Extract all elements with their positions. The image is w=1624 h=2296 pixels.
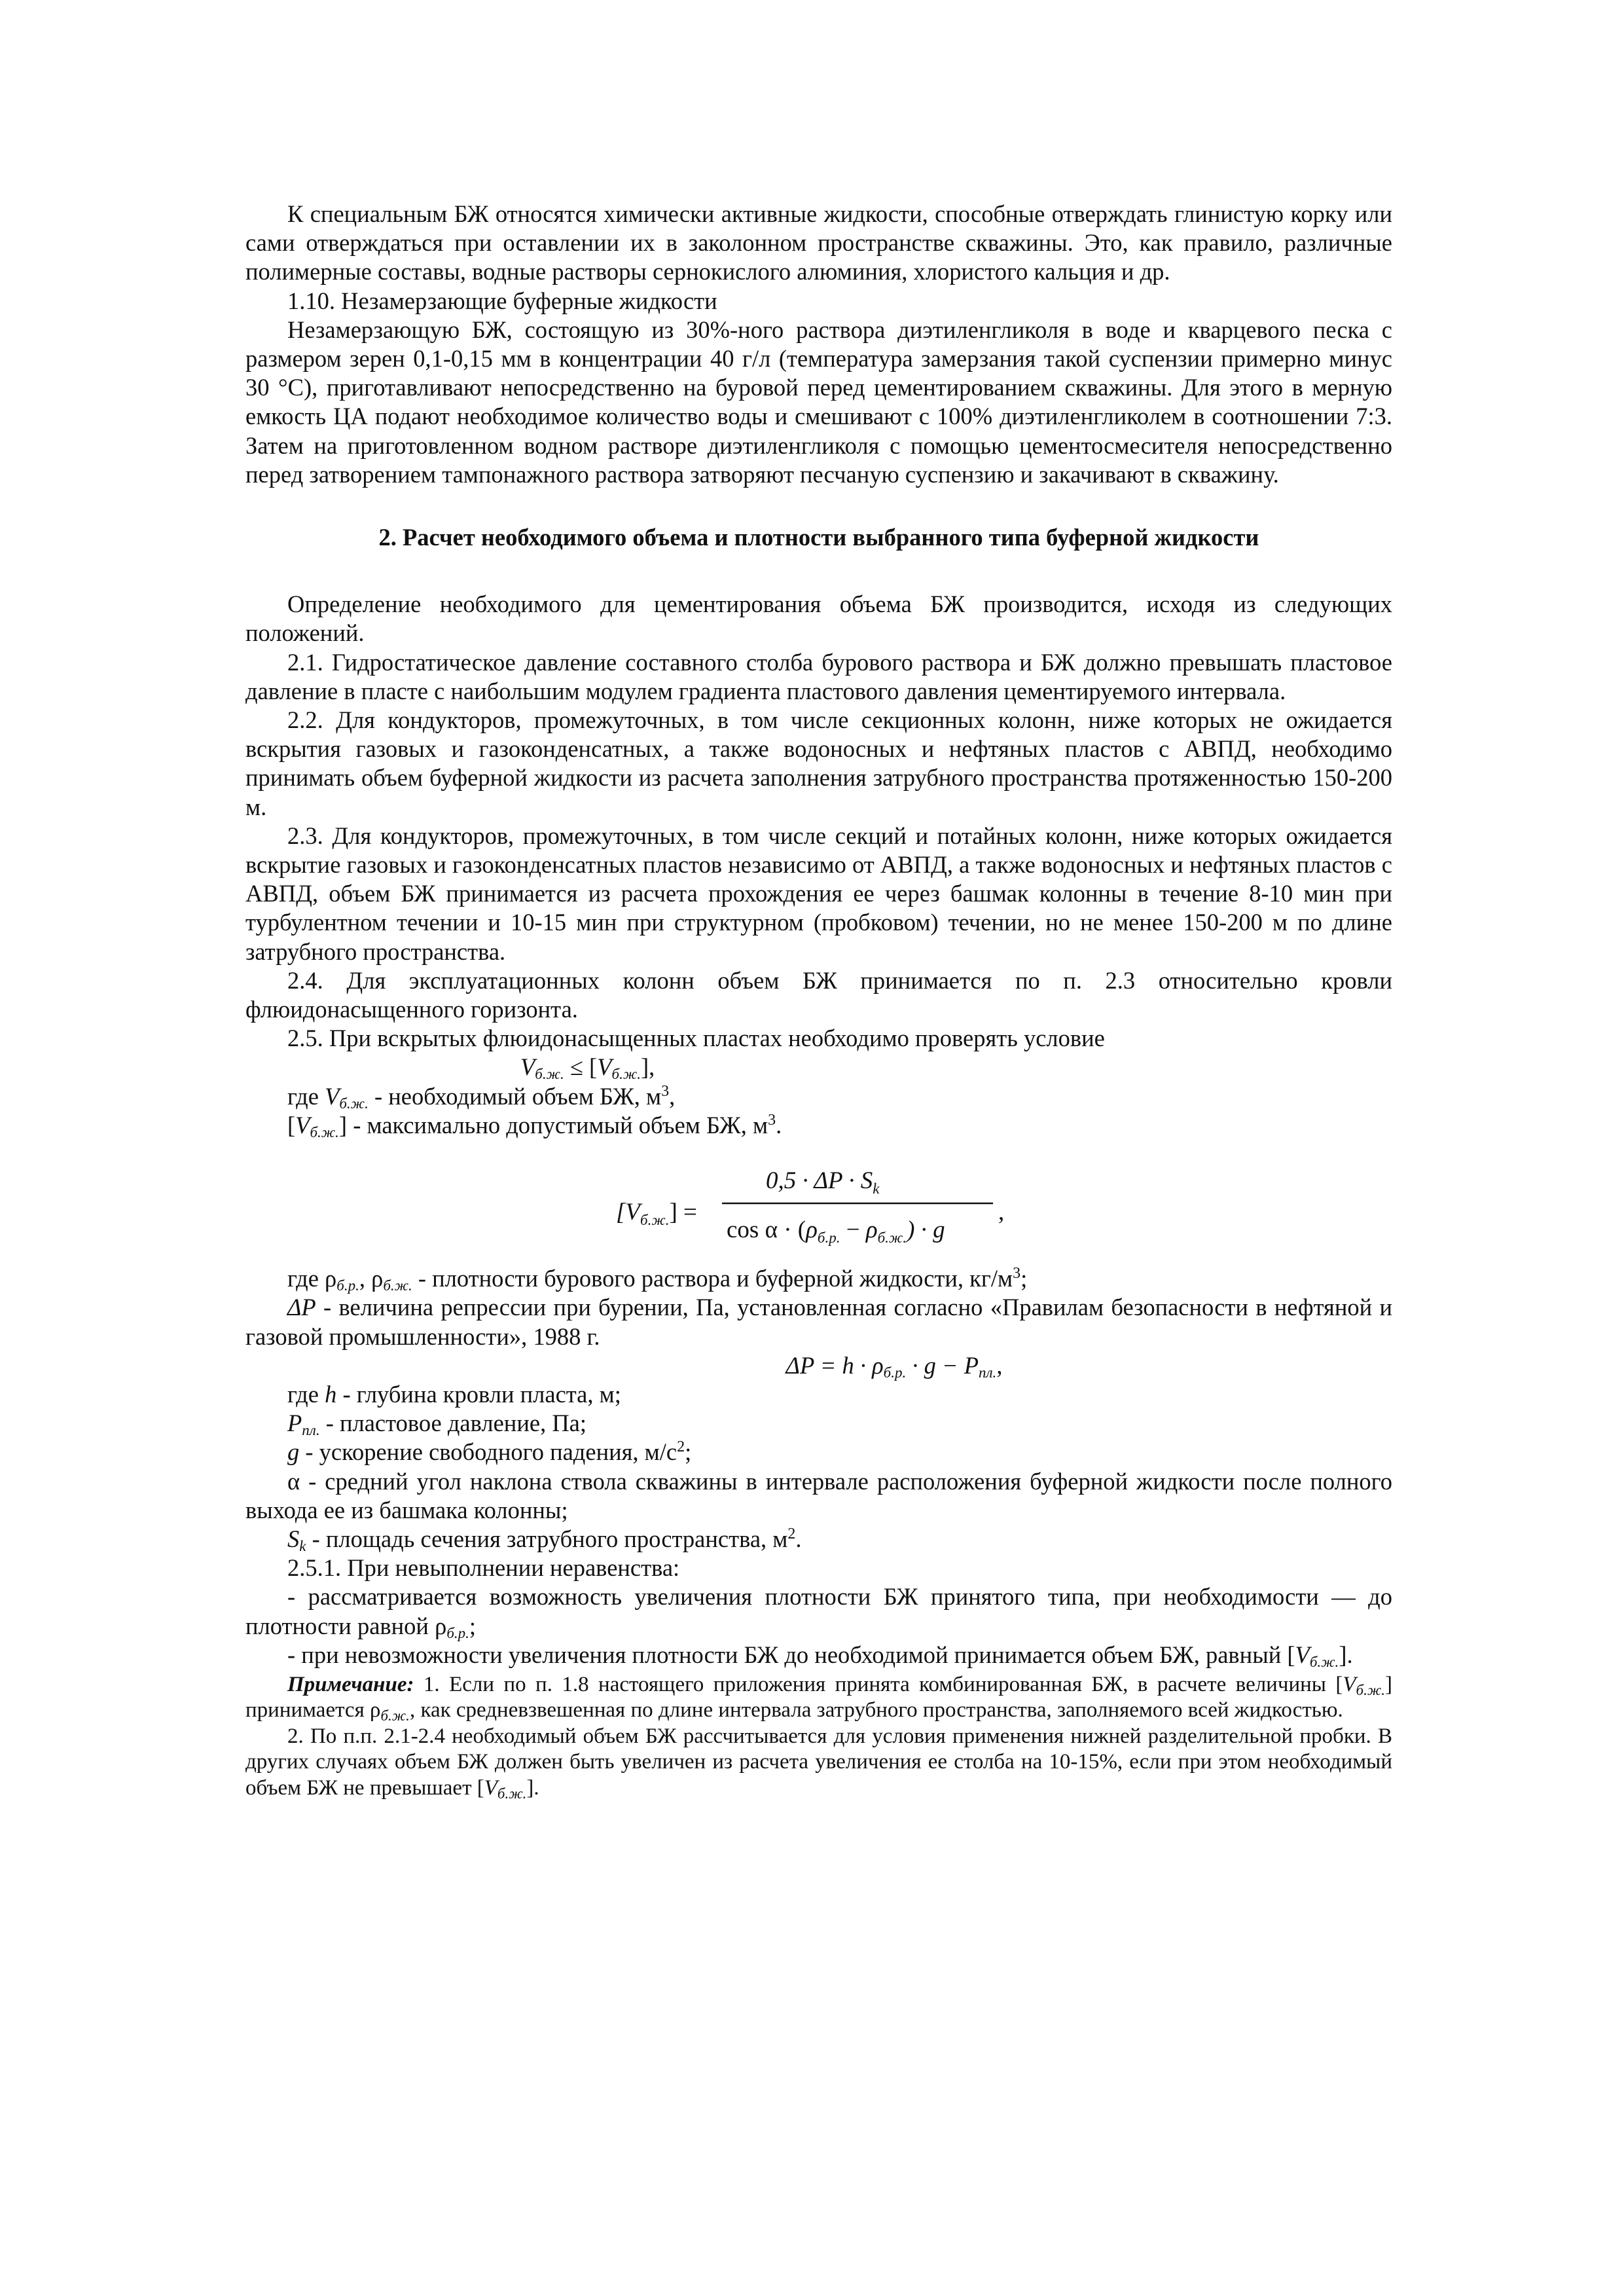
definition-repression: ΔP - величина репрессии при бурении, Па, установленная согласно «Правилам безопасности в нефтяной и газовой промышленности», 1988 г. — [245, 1294, 1392, 1350]
definition-gravity: g - ускорение свободного падения, $м/с^2$; — [287, 1438, 692, 1466]
note-2: 2. По п.п. 2.1-2.4 необходимый объем БЖ рассчитывается для условия применения нижней разделительной пробки. В других случаях объем БЖ должен быть увеличен из расчета увеличения ее столба на 10-15%, если при этом необходимый объем БЖ не превышает $[V_{б.ж.}]$. — [245, 1724, 1392, 1802]
definition-area: $S_k$ - площадь сечения затрубного пространства, $м^2$. — [287, 1525, 802, 1554]
formula2-denominator: $\cos \alpha \cdot (\rho_{б.р.} - \rho_{б.ж.}) \cdot g$ — [727, 1216, 945, 1247]
paragraph-2-5-1: 2.5.1. При невыполнении неравенства: — [287, 1554, 680, 1582]
paragraph-2-5: 2.5. При вскрытых флюидонасыщенных пластах необходимо проверять условие — [287, 1025, 1105, 1052]
section-heading-2: 2. Расчет необходимого объема и плотности выбранного типа буферной жидкости — [378, 524, 1259, 551]
paragraph-2-4: 2.4. Для эксплуатационных колонн объем БЖ принимается по п. 2.3 относительно кровли флюидонасыщенного горизонта. — [245, 966, 1392, 1023]
paragraph-2-1: 2.1. Гидростатическое давление составного столба бурового раствора и БЖ должно превышать пластовое давление в пласте с наибольшим модулем градиента пластового давления цементируемого интервала. — [245, 648, 1392, 704]
document-page — [245, 200, 1392, 1801]
paragraph-2-3: 2.3. Для кондукторов, промежуточных, в том числе секций и потайных колонн, ниже которых ожидается вскрытие газовых и газоконденсатных пластов независимо от АВПД, а также водоносных и нефтяных пластов с АВПД, объем БЖ принимается из расчета прохождения ее через башмак колонны в течение 8-10 мин при турбулентном течении и 10-15 мин при структурном (пробковом) течении, но не менее 150-200 м по длине затрубного пространства. — [245, 822, 1392, 965]
formula2-lhs: $[V_{б.ж.}]$ = — [616, 1199, 697, 1229]
paragraph-special-fluids: К специальным БЖ относятся химически активные жидкости, способные отверждать глинистую корку или сами отверждаться при оставлении их в заколонном пространстве скважины. Это, как правило, различные полимерные составы, водные растворы сернокислого алюминия, хлористого кальция и др. — [245, 200, 1392, 285]
formula-volume-condition: $V_{б.ж.} \le [V_{б.ж.}]$, — [520, 1053, 655, 1083]
definition-densities: где $\rho_{б.р.}$, $\rho_{б.ж.}$ - плотности бурового раствора и буферной жидкости, $кг/м^3$; — [287, 1265, 1028, 1294]
paragraph-2-2: 2.2. Для кондукторов, промежуточных, в том числе секционных колонн, ниже которых не ожидается вскрытия газовых и газоконденсатных, а также водоносных и нефтяных пластов с АВПД, необходимо принимать объем буферной жидкости из расчета заполнения затрубного пространства протяженностью 150-200 м. — [245, 706, 1392, 820]
formula-max-volume — [245, 1148, 1392, 1260]
formula-max-volume-svg — [245, 1148, 1392, 1260]
note-1: Примечание: 1. Если по п. 1.8 настоящего приложения принята комбинированная БЖ, в расчете величины $[V_{б.ж.}]$ принимается $\rho_{б.ж.}$, как средневзвешенная по длине интервала затрубного пространства, заполняемого всей жидкостью. — [245, 1672, 1392, 1724]
bullet-max-volume: - при невозможности увеличения плотности БЖ до необходимой принимается объем БЖ, равный $[V_{б.ж.}]$. — [287, 1641, 1353, 1670]
bullet-increase-density: - рассматривается возможность увеличения плотности БЖ принятого типа, при необходимости — до плотности равной $\rho_{б.р.}$; — [245, 1583, 1392, 1641]
formula-repression: $\Delta P = h \cdot \rho_{б.р.} \cdot g - P_{пл.}$, — [785, 1351, 1003, 1381]
formula2-trail: , — [998, 1199, 1005, 1226]
definition-angle: α - средний угол наклона ствола скважины в интервале расположения буферной жидкости после полного выхода ее из башмака колонны; — [245, 1467, 1392, 1523]
paragraph-antifreeze-fluid: Незамерзающую БЖ, состоящую из 30%-ного раствора диэтиленгликоля в воде и кварцевого песка с размером зерен 0,1-0,15 мм в концентрации 40 г/л (температура замерзания такой суспензии примерно минус 30 °С), приготавливают непосредственно на буровой перед цементированием скважины. Для этого в мерную емкость ЦА подают необходимое количество воды и смешивают с 100% диэтиленгликолем в соотношении 7:3. Затем на приготовленном водном растворе диэтиленгликоля с помощью цементосмесителя непосредственно перед затворением тампонажного раствора затворяют песчаную суспензию и закачивают в скважину. — [245, 316, 1392, 488]
definition-max-volume: $[V_{б.ж.}]$ - максимально допустимый объем БЖ, $м^3$. — [287, 1111, 782, 1140]
formula2-numerator: $0,5 \cdot \Delta P \cdot S_k$ — [766, 1167, 880, 1197]
definition-reservoir-pressure: $P_{пл.}$ - пластовое давление, Па; — [287, 1410, 587, 1439]
subsection-title-1-10: 1.10. Незамерзающие буферные жидкости — [287, 287, 717, 314]
definition-depth: где h - глубина кровли пласта, м; — [287, 1380, 621, 1408]
definition-required-volume: где $V_{б.ж.}$ - необходимый объем БЖ, $м^3$, — [287, 1082, 676, 1112]
paragraph-intro: Определение необходимого для цементирования объема БЖ производится, исходя из следующих положений. — [245, 591, 1392, 647]
